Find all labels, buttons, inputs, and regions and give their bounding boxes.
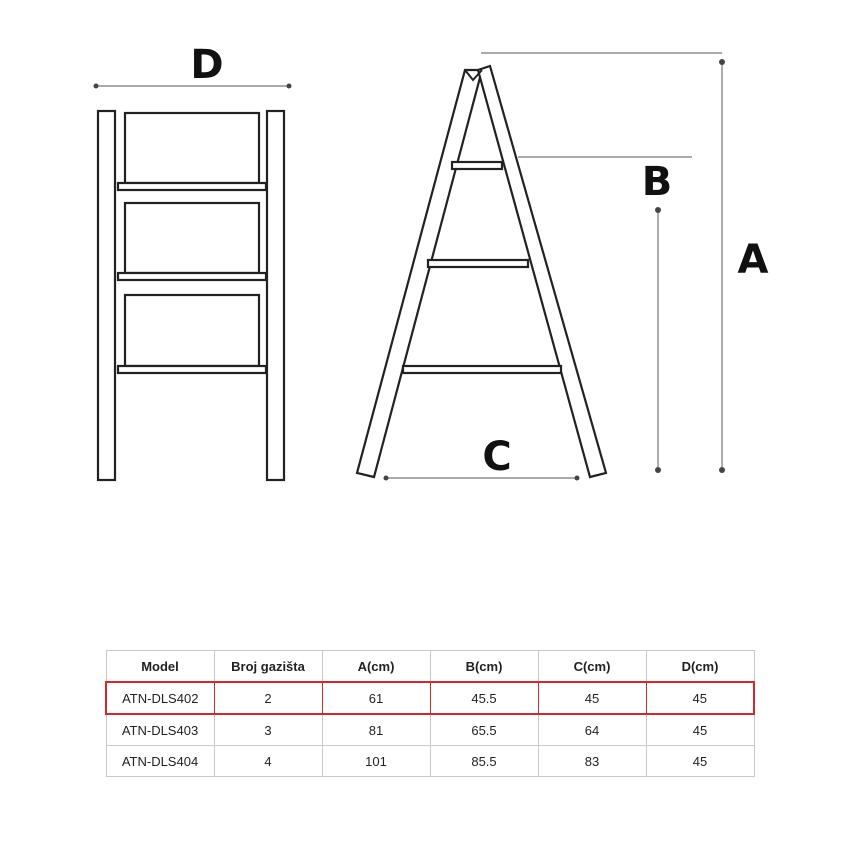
column-header-b: B(cm) — [430, 651, 538, 683]
ladder-step-panel — [125, 295, 259, 366]
table-row — [106, 714, 754, 746]
cell-c: 83 — [538, 746, 646, 777]
cell-b: 85.5 — [430, 746, 538, 777]
dimension-label-a: A — [737, 237, 769, 283]
cell-steps: 2 — [214, 682, 322, 714]
column-header-d: D(cm) — [646, 651, 754, 683]
ladder-side-rail-left — [357, 70, 482, 477]
ladder-side-step — [403, 366, 561, 373]
ladder-right-rail — [267, 111, 284, 480]
cell-model: ATN-DLS402 — [106, 682, 214, 714]
dimension-label-b: B — [641, 159, 673, 205]
dimension-label-d: D — [190, 42, 224, 88]
table-row — [106, 746, 754, 777]
cell-model: ATN-DLS404 — [106, 746, 214, 777]
column-header-model: Model — [106, 651, 214, 683]
ladder-step-panel — [125, 203, 259, 273]
cell-b: 65.5 — [430, 714, 538, 746]
cell-c: 64 — [538, 714, 646, 746]
cell-c: 45 — [538, 682, 646, 714]
cell-a: 81 — [322, 714, 430, 746]
cell-a: 101 — [322, 746, 430, 777]
ladder-step — [118, 366, 266, 373]
ladder-side-rail-right — [478, 66, 606, 477]
ladder-step-panel — [125, 113, 259, 183]
dimension-label-c: C — [482, 434, 512, 480]
cell-steps: 4 — [214, 746, 322, 777]
column-header-a: A(cm) — [322, 651, 430, 683]
ladder-spec-table — [105, 650, 755, 777]
ladder-side-step — [428, 260, 528, 267]
column-header-c: C(cm) — [538, 651, 646, 683]
ladder-step — [118, 183, 266, 190]
cell-model: ATN-DLS403 — [106, 714, 214, 746]
cell-b: 45.5 — [430, 682, 538, 714]
cell-d: 45 — [646, 746, 754, 777]
ladder-left-rail — [98, 111, 115, 480]
ladder-side-step — [452, 162, 502, 169]
ladder-front-view — [94, 42, 292, 480]
ladder-side-view — [357, 53, 769, 481]
cell-d: 45 — [646, 682, 754, 714]
column-header-steps: Broj gazišta — [214, 651, 322, 683]
cell-a: 61 — [322, 682, 430, 714]
cell-d: 45 — [646, 714, 754, 746]
table-row-highlighted — [106, 682, 754, 714]
ladder-step — [118, 273, 266, 280]
table-header-row — [106, 651, 754, 683]
cell-steps: 3 — [214, 714, 322, 746]
